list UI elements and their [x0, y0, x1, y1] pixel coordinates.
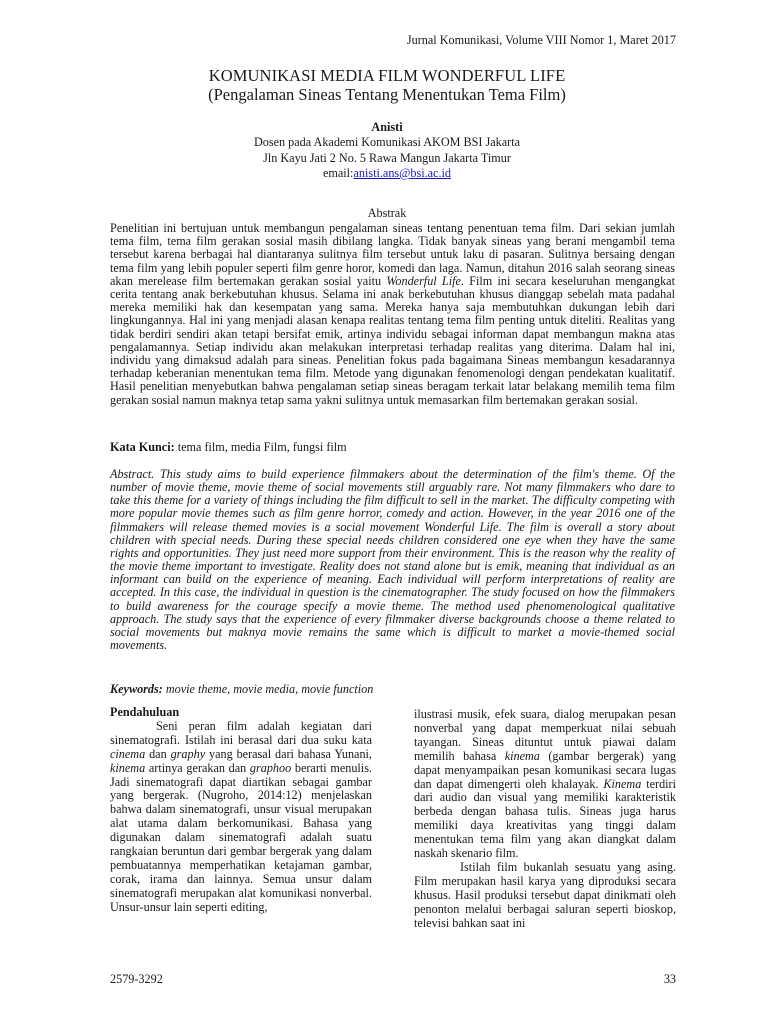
abstract-english-text: Abstract. This study aims to build experience filmmakers about the determination of the film's theme. Of the number of movie theme, movie theme of social movements still arguably rare. Not many filmmakers who dare to take this theme for a variety of things including the film difficult to sell in the market. The difficulty competing with more popular movie themes such as film genre horror, comedy and action. However, in the year 2016 one of the filmmakers will release themed movies is a social movement Wonderful Life. The film is overall a story about children with special needs. During these special needs children considered one eye when they have the same rights and opportunities. They just need more support from their environment. This is the reason why the reality of the movie theme important to investigate. Reality does not stand alone but is emik, meaning that individual as an informant can build on the experience of meaning. Each individual will perform interpretations of reality are accepted. In this case, the individual in question is the cinematographer. The study focused on how the filmmakers to build awareness for the courage specify a movie theme. The method used phenomenological qualitative approach. The study says that the experience of every filmmaker diverse backgrounds choose a theme related to social movements but maknya movie remains the same which is difficult to market a movie-themed social movements. — [110, 467, 675, 653]
abstrak-text-1: Penelitian ini bertujuan untuk membangun pengalaman sineas tentang penentuan tema film. Dari sekian jumlah tema film, tema film gerakan sosial masih dibilang langka. Tidak banyak sineas yang berani mengambil tema tersebut karena berbagai hal diantaranya sulitnya film tersebut untuk laku di pasaran. Sulitnya bersaing dengan tema film yang lebih populer seperti film genre horor, komedi dan laga. Namun, ditahun 2016 salah seorang sineas akan merelease film bertemakan gerakan sosial yaitu — [110, 221, 675, 288]
body-column-left — [110, 706, 372, 915]
body-column-right — [414, 708, 676, 931]
author-email-line — [100, 166, 674, 181]
abstract-english — [110, 468, 675, 652]
abstrak-heading: Abstrak — [367, 206, 407, 220]
title-block — [100, 66, 674, 104]
body-paragraph-left: Seni peran film adalah kegiatan dari sinematografi. Istilah ini berasal dari dua suku kata cinema dan graphy yang berasal dari bahasa Yunani, kinema artinya gerakan dan graphoo berarti menulis. Jadi sinematografi dapat diartikan sebagai gambar yang bergerak. (Nugroho, 2014:12) menjelaskan bahwa dalam sinematografi, unsur visual merupakan alat utama dalam berkomunikasi. Bahasa yang digunakan dalam sinematografi adalah suatu rangkaian beruntun dari gembar bergerak yang dalam pembuatannya memperhatikan ketajaman gambar, corak, irama dan lainnya. Semua unsur dalam sinematografi merupakan alat komunikasi nonverbal. Unsur-unsur lain seperti editing, — [110, 718, 372, 914]
keywords-label: Keywords: — [110, 682, 163, 696]
footer-page-number: 33 — [663, 972, 676, 986]
author-address: Jln Kayu Jati 2 No. 5 Rawa Mangun Jakarta Timur — [263, 150, 511, 165]
kata-kunci-value: tema film, media Film, fungsi film — [174, 440, 347, 454]
abstrak-body — [110, 222, 675, 407]
author-block — [100, 120, 674, 181]
body-paragraph-right-1: ilustrasi musik, efek suara, dialog merupakan pesan nonverbal yang dapat memperkuat nilai sebuah tayangan. Sineas dituntut untuk piawai dalam memilih bahasa kinema (gambar bergerak) yang dapat menyampaikan pesan komunikasi secara lugas dan dapat dimengerti oleh khalayak. Kinema terdiri dari audio dan visual yang memiliki karakteristik berbeda dengan bahasa tulis. Sineas juga harus memiliki daya kreativitas yang tinggi dalam menentukan tema film yang akan diangkat dalam naskah skenario film. — [414, 707, 677, 861]
running-head: Jurnal Komunikasi, Volume VIII Nomor 1, Maret 2017 — [406, 33, 676, 47]
kata-kunci — [110, 440, 675, 455]
abstrak-film-title: Wonderful Life — [386, 273, 461, 288]
abstrak-text-2: . Film ini secara keseluruhan mengangkat cerita tentang anak berkebutuhan khusus. Selama ini anak berkebutuhan khusus dianggap sebelah mata padahal mereka memiliki hak dan kesempatan yang sama. Mereka hanya saja membutuhkan dukungan lebih dari lingkungannya. Hal ini yang menjadi alasan kenapa realitas tentang tema film penting untuk diteliti. Realitas yang tidak berdiri sendiri akan tetapi bersifat emik, artinya individu sebagai informan dapat membangun makna atas pengalamannya. Setiap individu akan melakukan interpretasi terhadap realitas yang diterima. Dalam hal ini, individu yang dimaksud adalah para sineas. Penelitian fokus pada bagaimana Sineas membangun kesadarannya terhadap keberanian menentukan tema film. Metode yang digunakan fenomenologi dengan pendekatan kualitatif. Hasil penelitian menyebutkan bahwa pengalaman setiap sineas beragam terkait latar belakang memilih tema film gerakan sosial namun maknya tetap sama yakni sulitnya untuk memasarkan film bertemakan gerakan sosial. — [110, 273, 675, 407]
keywords-value: movie theme, movie media, movie function — [162, 682, 374, 696]
email-link[interactable]: anisti.ans@bsi.ac.id — [353, 165, 451, 180]
email-label: email: — [322, 165, 354, 180]
paper-title: KOMUNIKASI MEDIA FILM WONDERFUL LIFE — [208, 66, 566, 85]
body-paragraph-right-2: Istilah film bukanlah sesuatu yang asing. Film merupakan hasil karya yang diproduksi secara khusus. Hasil produksi tersebut dapat dinikmati oleh penonton melalui berbagai saluran seperti bioskop, televisi bahkan saat ini — [414, 859, 676, 930]
author-name: Anisti — [371, 120, 403, 134]
footer-issn: 2579-3292 — [110, 972, 163, 986]
paper-subtitle: (Pengalaman Sineas Tentang Menentukan Tema Film) — [208, 85, 566, 104]
kata-kunci-label: Kata Kunci: — [110, 440, 175, 454]
keywords — [110, 682, 675, 697]
author-affiliation: Dosen pada Akademi Komunikasi AKOM BSI Jakarta — [253, 135, 521, 150]
section-heading: Pendahuluan — [110, 705, 180, 719]
